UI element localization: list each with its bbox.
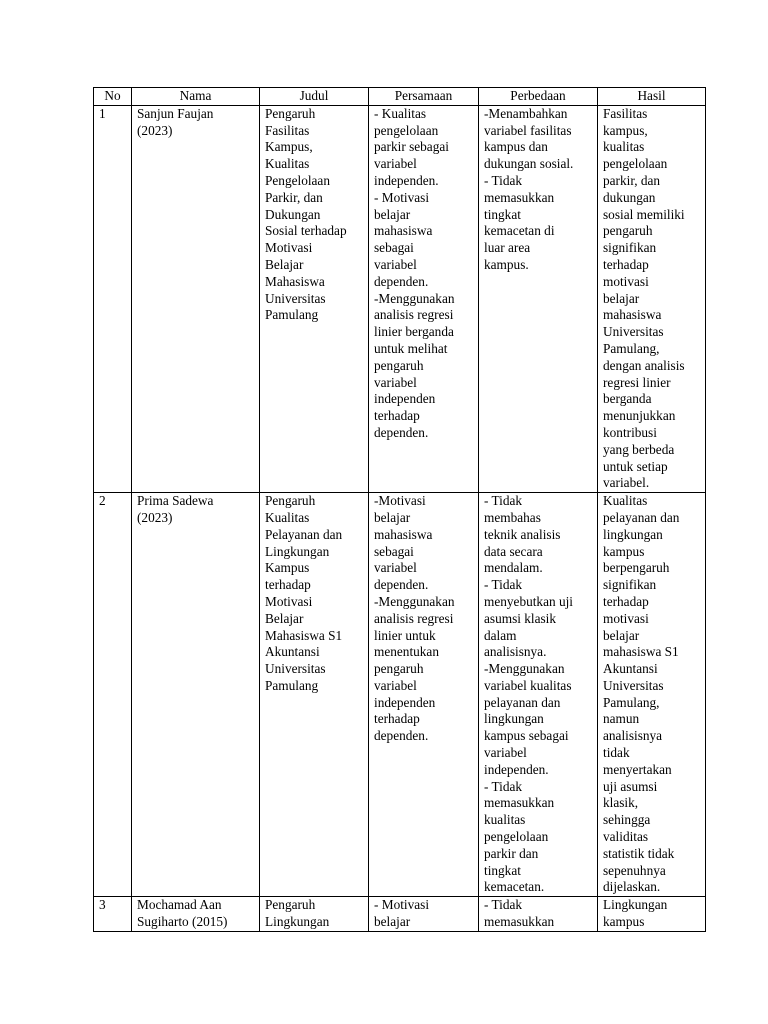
cell-perbedaan: -Menambahkan variabel fasilitas kampus dan dukungan sosial. - Tidak memasukkan tingkat kemacetan di luar area kampus. bbox=[479, 105, 598, 492]
cell-no: 1 bbox=[94, 105, 132, 492]
header-persamaan: Persamaan bbox=[369, 88, 479, 106]
cell-nama: Prima Sadewa (2023) bbox=[132, 493, 260, 897]
cell-persamaan: - Motivasi belajar bbox=[369, 897, 479, 932]
cell-no: 3 bbox=[94, 897, 132, 932]
table-row bbox=[94, 105, 706, 492]
table-body bbox=[94, 105, 706, 931]
table-row bbox=[94, 493, 706, 897]
table-row bbox=[94, 897, 706, 932]
header-row bbox=[94, 88, 706, 106]
cell-hasil: Fasilitas kampus, kualitas pengelolaan parkir, dan dukungan sosial memiliki pengaruh signifikan terhadap motivasi belajar mahasiswa Universitas Pamulang, dengan analisis regresi linier berganda menunjukkan kontribusi yang berbeda untuk setiap variabel. bbox=[598, 105, 706, 492]
cell-persamaan: -Motivasi belajar mahasiswa sebagai variabel dependen. -Menggunakan analisis regresi linier untuk menentukan pengaruh variabel independen terhadap dependen. bbox=[369, 493, 479, 897]
cell-hasil: Lingkungan kampus bbox=[598, 897, 706, 932]
cell-nama: Sanjun Faujan (2023) bbox=[132, 105, 260, 492]
cell-persamaan: - Kualitas pengelolaan parkir sebagai variabel independen. - Motivasi belajar mahasiswa sebagai variabel dependen. -Menggunakan analisis regresi linier berganda untuk melihat pengaruh variabel independen terhadap dependen. bbox=[369, 105, 479, 492]
cell-judul: Pengaruh Kualitas Pelayanan dan Lingkungan Kampus terhadap Motivasi Belajar Mahasiswa S1 Akuntansi Universitas Pamulang bbox=[260, 493, 369, 897]
cell-hasil: Kualitas pelayanan dan lingkungan kampus berpengaruh signifikan terhadap motivasi belajar mahasiswa S1 Akuntansi Universitas Pamulang, namun analisisnya tidak menyertakan uji asumsi klasik, sehingga validitas statistik tidak sepenuhnya dijelaskan. bbox=[598, 493, 706, 897]
cell-perbedaan: - Tidak membahas teknik analisis data secara mendalam. - Tidak menyebutkan uji asumsi klasik dalam analisisnya. -Menggunakan variabel kualitas pelayanan dan lingkungan kampus sebagai variabel independen. - Tidak memasukkan kualitas pengelolaan parkir dan tingkat kemacetan. bbox=[479, 493, 598, 897]
header-judul: Judul bbox=[260, 88, 369, 106]
table-header bbox=[94, 88, 706, 106]
cell-judul: Pengaruh Fasilitas Kampus, Kualitas Pengelolaan Parkir, dan Dukungan Sosial terhadap Motivasi Belajar Mahasiswa Universitas Pamulang bbox=[260, 105, 369, 492]
cell-nama: Mochamad Aan Sugiharto (2015) bbox=[132, 897, 260, 932]
cell-judul: Pengaruh Lingkungan bbox=[260, 897, 369, 932]
header-hasil: Hasil bbox=[598, 88, 706, 106]
cell-perbedaan: - Tidak memasukkan bbox=[479, 897, 598, 932]
header-no: No bbox=[94, 88, 132, 106]
header-perbedaan: Perbedaan bbox=[479, 88, 598, 106]
header-nama: Nama bbox=[132, 88, 260, 106]
cell-no: 2 bbox=[94, 493, 132, 897]
literature-review-table bbox=[93, 87, 706, 932]
